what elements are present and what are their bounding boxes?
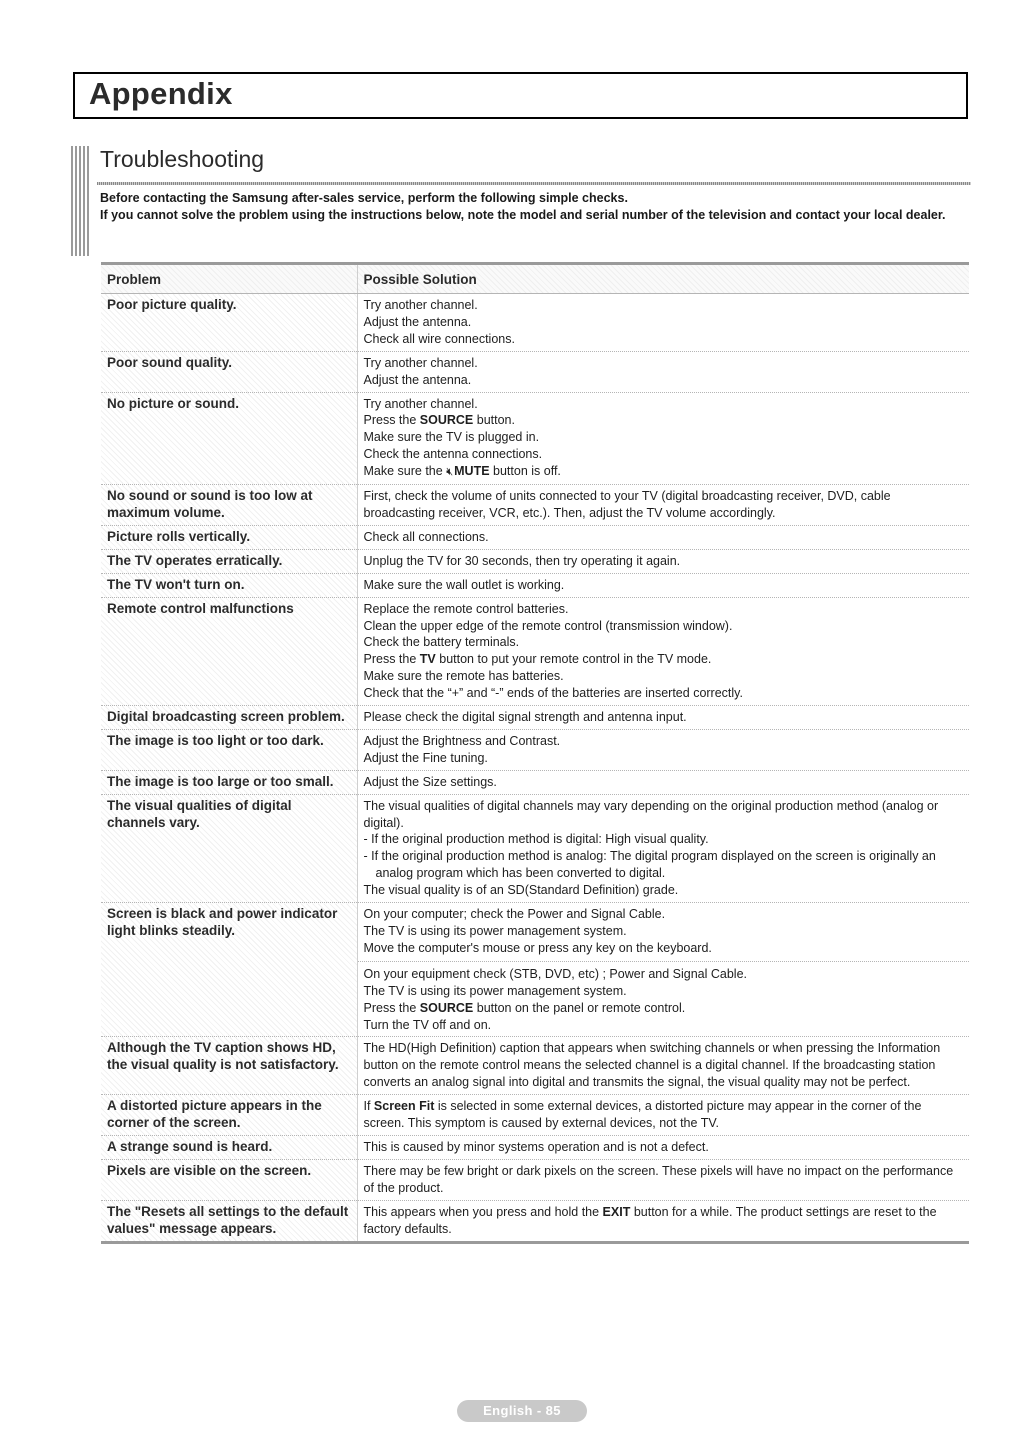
- problem-cell: Picture rolls vertically.: [101, 525, 357, 549]
- text-segment: button.: [473, 413, 515, 428]
- title-underline: [97, 182, 971, 185]
- solution-line: On your computer; check the Power and Signal Cable.: [363, 907, 666, 922]
- table-row: [101, 1037, 969, 1095]
- source-button-label: SOURCE: [419, 413, 474, 428]
- solution-cell: [357, 1095, 969, 1136]
- solution-line: Make sure the remote has batteries.: [363, 669, 564, 684]
- problem-cell: A distorted picture appears in the corner of the screen.: [101, 1095, 357, 1136]
- solution-line: The visual quality is of an SD(Standard Definition) grade.: [363, 883, 679, 898]
- solution-line: Adjust the Fine tuning.: [363, 750, 488, 765]
- problem-cell: The image is too light or too dark.: [101, 729, 357, 770]
- solution-cell: [357, 1135, 969, 1159]
- text-segment: button for a while. The product settings are reset to the factory defaults.: [363, 1204, 937, 1236]
- solution-line: Make sure the TV is plugged in.: [363, 430, 540, 445]
- table-row: [101, 1159, 969, 1200]
- problem-cell: Remote control malfunctions: [101, 597, 357, 705]
- text-segment: button to put your remote control in the TV mode.: [435, 652, 712, 667]
- solution-line: [364, 1098, 964, 1132]
- text-segment: Press the: [363, 413, 420, 428]
- problem-cell: The TV won't turn on.: [101, 573, 357, 597]
- problem-cell: No sound or sound is too low at maximum volume.: [101, 485, 357, 526]
- table-row: [101, 549, 969, 573]
- exit-button-label: EXIT: [602, 1204, 631, 1219]
- solution-line: Check the battery terminals.: [363, 635, 520, 650]
- solution-line: There may be few bright or dark pixels on the screen. These pixels will have no impact on the performance of the product.: [363, 1163, 954, 1195]
- solution-cell: [357, 485, 969, 526]
- table-row: [101, 794, 969, 902]
- solution-cell: [357, 294, 969, 352]
- text-segment: This appears when you press and hold the: [363, 1204, 603, 1219]
- solution-cell: [357, 1200, 969, 1242]
- solution-cell: [357, 706, 969, 730]
- table-row: [101, 351, 969, 392]
- solution-line: The TV is using its power management system.: [363, 924, 627, 938]
- intro-line-2: If you cannot solve the problem using the instructions below, note the model and serial number of the television and contact your local dealer.: [100, 208, 946, 222]
- solution-sub-line: - If the original production method is digital: High visual quality.: [363, 832, 709, 847]
- solution-cell: [357, 903, 969, 1037]
- solution-line: On your equipment check (STB, DVD, etc) ; Power and Signal Cable.: [363, 966, 748, 981]
- solution-cell: [357, 573, 969, 597]
- solution-cell: [357, 770, 969, 794]
- solution-line: Try another channel.: [363, 298, 478, 312]
- table-row: [101, 294, 969, 352]
- text-segment: If: [363, 1099, 374, 1114]
- problem-cell: No picture or sound.: [101, 392, 357, 485]
- solution-line: Please check the digital signal strength and antenna input.: [363, 710, 687, 725]
- table-row: [101, 597, 969, 705]
- solution-line: Try another channel.: [363, 355, 478, 370]
- problem-cell: Although the TV caption shows HD, the visual quality is not satisfactory.: [101, 1037, 357, 1095]
- table-row: [101, 706, 969, 730]
- problem-cell: The image is too large or too small.: [101, 770, 357, 794]
- header-problem: Problem: [101, 264, 357, 294]
- solution-line: Check the antenna connections.: [363, 447, 543, 462]
- section-marker-bar: [71, 146, 89, 256]
- solution-line: Replace the remote control batteries.: [363, 601, 569, 616]
- table-row: [101, 1135, 969, 1159]
- text-segment: button is off.: [489, 464, 561, 479]
- text-segment: button on the panel or remote control.: [473, 1000, 686, 1015]
- problem-cell: The "Resets all settings to the default values" message appears.: [101, 1200, 357, 1242]
- solution-line: Unplug the TV for 30 seconds, then try operating it again.: [363, 553, 681, 568]
- solution-line: Check that the “+” and “-” ends of the batteries are inserted correctly.: [363, 686, 743, 701]
- table-row: [101, 525, 969, 549]
- solution-line: The visual qualities of digital channels may vary depending on the original production method (analog or digital).: [363, 798, 939, 830]
- appendix-title: Appendix: [89, 76, 233, 111]
- solution-cell: [357, 794, 969, 902]
- text-segment: Press the: [363, 1000, 420, 1015]
- table-row: [101, 485, 969, 526]
- text-segment: Make sure the: [363, 464, 447, 479]
- problem-cell: The TV operates erratically.: [101, 549, 357, 573]
- solution-divider: [358, 957, 970, 962]
- solution-cell: [357, 525, 969, 549]
- problem-cell: Pixels are visible on the screen.: [101, 1159, 357, 1200]
- solution-line: Adjust the Brightness and Contrast.: [363, 733, 561, 748]
- table-row: [101, 573, 969, 597]
- appendix-header-box: [73, 72, 968, 119]
- intro-line-1: Before contacting the Samsung after-sales service, perform the following simple checks.: [100, 191, 628, 205]
- solution-cell: [357, 351, 969, 392]
- solution-cell: [357, 392, 969, 485]
- table-row: [101, 392, 969, 485]
- solution-line: First, check the volume of units connected to your TV (digital broadcasting receiver, DVD, cable broadcasting receiver, VCR, etc.). Then, adjust the TV volume accordingly.: [363, 489, 891, 520]
- solution-cell: [357, 1159, 969, 1200]
- table-row: [101, 770, 969, 794]
- intro-text: [100, 190, 970, 224]
- page-number-badge: English - 85: [457, 1400, 587, 1422]
- text-segment: is selected in some external devices, a distorted picture may appear in the corner of the screen. This symptom is caused by external devices, not the TV.: [363, 1099, 922, 1131]
- solution-cell: [357, 1037, 969, 1095]
- text-segment: Press the: [363, 652, 420, 667]
- solution-line: Turn the TV off and on.: [363, 1017, 492, 1032]
- solution-line: [364, 1204, 964, 1238]
- mute-button-label: MUTE: [454, 464, 490, 479]
- solution-line: [364, 412, 964, 429]
- source-button-label: SOURCE: [419, 1000, 474, 1015]
- troubleshooting-table: [101, 262, 969, 1244]
- table-row: [101, 729, 969, 770]
- solution-line: Check all wire connections.: [363, 331, 515, 346]
- problem-cell: Poor sound quality.: [101, 351, 357, 392]
- solution-line: This is caused by minor systems operation and is not a defect.: [363, 1139, 709, 1154]
- solution-line: Adjust the antenna.: [363, 314, 472, 329]
- table-header-row: [101, 264, 969, 294]
- solution-cell: [357, 597, 969, 705]
- problem-cell: Digital broadcasting screen problem.: [101, 706, 357, 730]
- header-solution: Possible Solution: [357, 264, 969, 294]
- section-title: Troubleshooting: [100, 146, 265, 172]
- solution-line: Move the computer's mouse or press any key on the keyboard.: [363, 940, 712, 955]
- tv-button-label: TV: [419, 652, 436, 667]
- solution-line: Adjust the Size settings.: [363, 774, 497, 789]
- solution-line: [364, 1000, 964, 1017]
- solution-line: Make sure the wall outlet is working.: [363, 577, 565, 592]
- table-row: [101, 1095, 969, 1136]
- solution-cell: [357, 729, 969, 770]
- problem-cell: A strange sound is heard.: [101, 1135, 357, 1159]
- screen-fit-label: Screen Fit: [373, 1099, 435, 1114]
- solution-line: Check all connections.: [363, 529, 489, 544]
- problem-cell: Poor picture quality.: [101, 294, 357, 352]
- table-row: [101, 903, 969, 1037]
- solution-line: [364, 651, 964, 668]
- solution-sub-line: - If the original production method is analog: The digital program displayed on the screen is originally an analog program which has been converted to digital.: [363, 849, 936, 881]
- problem-cell: Screen is black and power indicator light blinks steadily.: [101, 903, 357, 1037]
- solution-cell: [357, 549, 969, 573]
- solution-line: The TV is using its power management system.: [363, 983, 627, 998]
- solution-line: Try another channel.: [363, 396, 478, 411]
- solution-line: Clean the upper edge of the remote control (transmission window).: [363, 618, 733, 633]
- solution-line: [364, 463, 964, 481]
- problem-cell: The visual qualities of digital channels vary.: [101, 794, 357, 902]
- mute-speaker-icon: 🔇︎: [446, 466, 454, 479]
- solution-line: The HD(High Definition) caption that appears when switching channels or when pressing the Information button on the remote control means the selected channel is a digital channel. If the broadcasting station converts an analog signal into digital and transmits the signal, the visual quality may not be perfect.: [363, 1041, 941, 1090]
- solution-line: Adjust the antenna.: [363, 372, 472, 387]
- table-row: [101, 1200, 969, 1242]
